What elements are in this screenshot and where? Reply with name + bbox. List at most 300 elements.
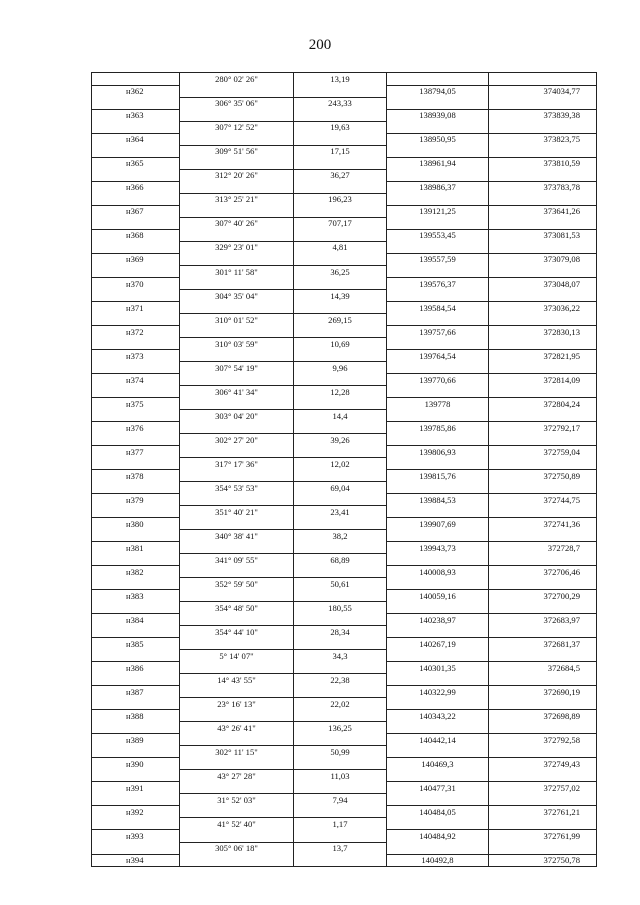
table-body [92, 73, 597, 867]
point-name-cell [92, 698, 180, 710]
direction-angle-cell [180, 133, 294, 145]
distance-cell: 269,15 [294, 313, 387, 325]
direction-angle-cell: 306° 41' 34" [180, 385, 294, 397]
coordinate-y-cell [489, 385, 597, 397]
point-name-cell [92, 337, 180, 349]
coordinate-x-cell: 140008,93 [387, 566, 489, 578]
coordinate-y-cell: 372744,75 [489, 494, 597, 506]
distance-cell [294, 325, 387, 337]
coordinate-x-cell: 139785,86 [387, 421, 489, 433]
coordinate-y-cell: 372761,99 [489, 830, 597, 842]
point-name-cell: н394 [92, 854, 180, 867]
direction-angle-cell [180, 470, 294, 482]
distance-cell: 13,7 [294, 842, 387, 854]
coordinate-y-cell [489, 578, 597, 590]
coordinate-x-cell: 138794,05 [387, 85, 489, 97]
coordinate-x-cell: 139557,59 [387, 253, 489, 265]
direction-angle-cell [180, 109, 294, 121]
segment-row [92, 770, 597, 782]
coordinate-x-cell: 139553,45 [387, 229, 489, 241]
point-row [92, 397, 597, 409]
coordinate-y-cell [489, 602, 597, 614]
distance-cell [294, 349, 387, 361]
point-row [92, 373, 597, 385]
coordinate-y-cell: 374034,77 [489, 85, 597, 97]
distance-cell: 707,17 [294, 217, 387, 229]
direction-angle-cell: 317° 17' 36" [180, 458, 294, 470]
coordinate-y-cell [489, 506, 597, 518]
direction-angle-cell [180, 494, 294, 506]
coordinate-x-cell: 139576,37 [387, 277, 489, 289]
distance-cell [294, 373, 387, 385]
coordinate-x-cell [387, 722, 489, 734]
point-row [92, 325, 597, 337]
distance-cell [294, 157, 387, 169]
direction-angle-cell: 307° 12' 52" [180, 121, 294, 133]
point-name-cell: н375 [92, 397, 180, 409]
segment-row [92, 818, 597, 830]
coordinate-x-cell [387, 241, 489, 253]
direction-angle-cell: 354° 53' 53" [180, 482, 294, 494]
distance-cell [294, 662, 387, 674]
point-name-cell: н378 [92, 470, 180, 482]
direction-angle-cell: 302° 27' 20" [180, 433, 294, 445]
direction-angle-cell: 351° 40' 21" [180, 506, 294, 518]
direction-angle-cell [180, 205, 294, 217]
coordinate-y-cell: 373079,08 [489, 253, 597, 265]
coordinate-y-cell [489, 698, 597, 710]
direction-angle-cell [180, 253, 294, 265]
coordinate-x-cell: 139584,54 [387, 301, 489, 313]
coordinate-x-cell: 140484,05 [387, 806, 489, 818]
distance-cell [294, 806, 387, 818]
point-name-cell: н364 [92, 133, 180, 145]
coordinate-y-cell: 372757,02 [489, 782, 597, 794]
direction-angle-cell [180, 157, 294, 169]
direction-angle-cell: 306° 35' 06" [180, 97, 294, 109]
distance-cell [294, 710, 387, 722]
coordinate-y-cell [489, 458, 597, 470]
segment-row [92, 409, 597, 421]
coordinate-y-cell [489, 818, 597, 830]
direction-angle-cell: 310° 01' 52" [180, 313, 294, 325]
coordinate-x-cell [387, 626, 489, 638]
segment-row [92, 554, 597, 566]
coordinate-x-cell: 139764,54 [387, 349, 489, 361]
direction-angle-cell: 341° 09' 55" [180, 554, 294, 566]
point-row [92, 229, 597, 241]
segment-row [92, 433, 597, 445]
distance-cell: 14,4 [294, 409, 387, 421]
direction-angle-cell [180, 518, 294, 530]
coordinate-y-cell [489, 530, 597, 542]
coordinate-x-cell: 139806,93 [387, 445, 489, 457]
coordinate-y-cell [489, 554, 597, 566]
coordinate-x-cell: 140442,14 [387, 734, 489, 746]
segment-row [92, 241, 597, 253]
point-name-cell: н374 [92, 373, 180, 385]
segment-row [92, 674, 597, 686]
segment-row [92, 842, 597, 854]
point-row [92, 253, 597, 265]
direction-angle-cell [180, 590, 294, 602]
distance-cell [294, 734, 387, 746]
coordinate-x-cell: 138986,37 [387, 181, 489, 193]
point-name-cell [92, 458, 180, 470]
distance-cell: 10,69 [294, 337, 387, 349]
direction-angle-cell: 304° 35' 04" [180, 289, 294, 301]
point-name-cell: н371 [92, 301, 180, 313]
direction-angle-cell [180, 181, 294, 193]
distance-cell: 13,19 [294, 73, 387, 86]
point-name-cell [92, 121, 180, 133]
point-name-cell: н369 [92, 253, 180, 265]
coordinate-y-cell: 373839,38 [489, 109, 597, 121]
distance-cell: 22,02 [294, 698, 387, 710]
direction-angle-cell: 310° 03' 59" [180, 337, 294, 349]
coordinate-x-cell [387, 313, 489, 325]
direction-angle-cell [180, 662, 294, 674]
direction-angle-cell: 301° 11' 58" [180, 265, 294, 277]
direction-angle-cell: 307° 40' 26" [180, 217, 294, 229]
distance-cell [294, 229, 387, 241]
point-row [92, 157, 597, 169]
coordinate-x-cell [387, 770, 489, 782]
coordinate-y-cell [489, 97, 597, 109]
point-row [92, 133, 597, 145]
distance-cell [294, 421, 387, 433]
point-row [92, 806, 597, 818]
coordinate-y-cell: 372698,89 [489, 710, 597, 722]
distance-cell: 36,27 [294, 169, 387, 181]
point-name-cell [92, 313, 180, 325]
point-name-cell [92, 409, 180, 421]
coordinate-y-cell [489, 121, 597, 133]
direction-angle-cell [180, 85, 294, 97]
direction-angle-cell [180, 758, 294, 770]
distance-cell: 34,3 [294, 650, 387, 662]
coordinate-x-cell: 140469,3 [387, 758, 489, 770]
coordinate-y-cell [489, 842, 597, 854]
coordinate-y-cell [489, 722, 597, 734]
coordinate-x-cell: 139778 [387, 397, 489, 409]
coordinate-x-cell [387, 578, 489, 590]
direction-angle-cell [180, 542, 294, 554]
segment-row [92, 121, 597, 133]
direction-angle-cell [180, 830, 294, 842]
coordinate-y-cell [489, 433, 597, 445]
segment-row [92, 385, 597, 397]
point-name-cell [92, 433, 180, 445]
point-name-cell [92, 602, 180, 614]
point-name-cell: н393 [92, 830, 180, 842]
point-name-cell [92, 530, 180, 542]
coordinate-y-cell: 373641,26 [489, 205, 597, 217]
direction-angle-cell: 14° 43' 55" [180, 674, 294, 686]
distance-cell: 68,89 [294, 554, 387, 566]
coordinate-y-cell [489, 217, 597, 229]
coordinate-x-cell: 139815,76 [387, 470, 489, 482]
distance-cell [294, 109, 387, 121]
point-name-cell: н376 [92, 421, 180, 433]
coordinate-x-cell [387, 97, 489, 109]
coordinate-x-cell: 140301,35 [387, 662, 489, 674]
direction-angle-cell: 305° 06' 18" [180, 842, 294, 854]
coordinate-x-cell [387, 458, 489, 470]
point-name-cell: н366 [92, 181, 180, 193]
point-name-cell [92, 73, 180, 86]
direction-angle-cell: 307° 54' 19" [180, 361, 294, 373]
coordinate-y-cell [489, 770, 597, 782]
coordinate-y-cell: 373048,07 [489, 277, 597, 289]
coordinate-x-cell [387, 506, 489, 518]
direction-angle-cell: 313° 25' 21" [180, 193, 294, 205]
coordinate-x-cell: 139757,66 [387, 325, 489, 337]
distance-cell: 22,38 [294, 674, 387, 686]
distance-cell [294, 686, 387, 698]
segment-row [92, 265, 597, 277]
point-row [92, 181, 597, 193]
segment-row [92, 73, 597, 86]
direction-angle-cell [180, 638, 294, 650]
coordinate-x-cell [387, 698, 489, 710]
distance-cell: 136,25 [294, 722, 387, 734]
coordinate-x-cell: 140484,92 [387, 830, 489, 842]
segment-row [92, 602, 597, 614]
point-name-cell [92, 97, 180, 109]
distance-cell: 243,33 [294, 97, 387, 109]
coordinate-y-cell: 373823,75 [489, 133, 597, 145]
coordinate-x-cell: 138961,94 [387, 157, 489, 169]
coordinate-x-cell [387, 409, 489, 421]
point-name-cell [92, 265, 180, 277]
distance-cell: 50,61 [294, 578, 387, 590]
coordinate-y-cell: 372792,17 [489, 421, 597, 433]
segment-row [92, 458, 597, 470]
distance-cell [294, 590, 387, 602]
point-name-cell [92, 818, 180, 830]
distance-cell [294, 518, 387, 530]
coordinate-x-cell [387, 746, 489, 758]
distance-cell [294, 277, 387, 289]
distance-cell [294, 397, 387, 409]
point-name-cell [92, 217, 180, 229]
distance-cell: 11,03 [294, 770, 387, 782]
direction-angle-cell: 354° 44' 10" [180, 626, 294, 638]
coordinate-x-cell: 140477,31 [387, 782, 489, 794]
distance-cell: 50,99 [294, 746, 387, 758]
segment-row [92, 794, 597, 806]
coordinate-x-cell [387, 650, 489, 662]
direction-angle-cell [180, 373, 294, 385]
point-row [92, 542, 597, 554]
point-row [92, 301, 597, 313]
distance-cell: 9,96 [294, 361, 387, 373]
direction-angle-cell: 309° 51' 56" [180, 145, 294, 157]
point-row [92, 470, 597, 482]
coordinate-x-cell [387, 674, 489, 686]
coordinate-y-cell [489, 650, 597, 662]
coordinate-x-cell [387, 361, 489, 373]
direction-angle-cell: 43° 27' 28" [180, 770, 294, 782]
point-name-cell: н381 [92, 542, 180, 554]
coordinate-y-cell [489, 193, 597, 205]
point-row [92, 349, 597, 361]
coordinate-y-cell: 372792,58 [489, 734, 597, 746]
distance-cell: 17,15 [294, 145, 387, 157]
coordinate-y-cell: 373081,53 [489, 229, 597, 241]
coordinate-x-cell [387, 433, 489, 445]
point-name-cell: н391 [92, 782, 180, 794]
distance-cell [294, 854, 387, 867]
coordinate-x-cell [387, 289, 489, 301]
direction-angle-cell [180, 421, 294, 433]
direction-angle-cell: 340° 38' 41" [180, 530, 294, 542]
coordinate-y-cell: 372759,04 [489, 445, 597, 457]
point-name-cell [92, 193, 180, 205]
coordinate-x-cell: 140059,16 [387, 590, 489, 602]
direction-angle-cell [180, 734, 294, 746]
direction-angle-cell: 43° 26' 41" [180, 722, 294, 734]
point-name-cell: н384 [92, 614, 180, 626]
distance-cell: 196,23 [294, 193, 387, 205]
point-name-cell: н368 [92, 229, 180, 241]
coordinate-x-cell [387, 554, 489, 566]
point-row [92, 734, 597, 746]
distance-cell [294, 253, 387, 265]
direction-angle-cell: 23° 16' 13" [180, 698, 294, 710]
coordinate-x-cell: 138950,95 [387, 133, 489, 145]
point-row [92, 445, 597, 457]
point-name-cell [92, 842, 180, 854]
coordinate-x-cell: 140322,99 [387, 686, 489, 698]
segment-row [92, 650, 597, 662]
coordinate-y-cell [489, 746, 597, 758]
direction-angle-cell [180, 397, 294, 409]
coordinate-x-cell [387, 217, 489, 229]
coordinate-y-cell: 372750,89 [489, 470, 597, 482]
direction-angle-cell [180, 349, 294, 361]
distance-cell [294, 445, 387, 457]
point-name-cell: н382 [92, 566, 180, 578]
coordinate-x-cell [387, 73, 489, 86]
point-name-cell [92, 289, 180, 301]
distance-cell: 19,63 [294, 121, 387, 133]
distance-cell: 39,26 [294, 433, 387, 445]
direction-angle-cell: 280° 02' 26" [180, 73, 294, 86]
coordinate-x-cell [387, 818, 489, 830]
coordinate-y-cell [489, 794, 597, 806]
segment-row [92, 313, 597, 325]
distance-cell [294, 494, 387, 506]
point-row [92, 662, 597, 674]
segment-row [92, 145, 597, 157]
point-name-cell [92, 506, 180, 518]
coordinate-y-cell [489, 73, 597, 86]
point-name-cell: н387 [92, 686, 180, 698]
point-name-cell: н372 [92, 325, 180, 337]
coordinate-y-cell: 372706,46 [489, 566, 597, 578]
direction-angle-cell: 303° 04' 20" [180, 409, 294, 421]
point-row [92, 277, 597, 289]
coordinate-y-cell: 372804,24 [489, 397, 597, 409]
coordinate-x-cell: 139884,53 [387, 494, 489, 506]
coordinate-y-cell [489, 169, 597, 181]
distance-cell: 38,2 [294, 530, 387, 542]
coordinate-x-cell [387, 121, 489, 133]
point-name-cell: н373 [92, 349, 180, 361]
distance-cell: 28,34 [294, 626, 387, 638]
distance-cell: 36,25 [294, 265, 387, 277]
direction-angle-cell [180, 445, 294, 457]
distance-cell: 23,41 [294, 506, 387, 518]
point-row [92, 614, 597, 626]
coordinate-y-cell: 372728,7 [489, 542, 597, 554]
distance-cell [294, 782, 387, 794]
direction-angle-cell [180, 277, 294, 289]
distance-cell: 4,81 [294, 241, 387, 253]
coordinate-y-cell: 372750,78 [489, 854, 597, 867]
direction-angle-cell [180, 301, 294, 313]
distance-cell: 14,39 [294, 289, 387, 301]
point-row [92, 518, 597, 530]
coordinate-x-cell: 139907,69 [387, 518, 489, 530]
point-row [92, 854, 597, 867]
coordinate-x-cell [387, 193, 489, 205]
segment-row [92, 97, 597, 109]
segment-row [92, 746, 597, 758]
distance-cell: 7,94 [294, 794, 387, 806]
direction-angle-cell [180, 686, 294, 698]
distance-cell [294, 830, 387, 842]
coordinate-y-cell [489, 361, 597, 373]
distance-cell: 12,02 [294, 458, 387, 470]
point-name-cell [92, 361, 180, 373]
point-name-cell [92, 169, 180, 181]
point-row [92, 421, 597, 433]
coordinate-y-cell: 372830,13 [489, 325, 597, 337]
coordinate-x-cell: 139770,66 [387, 373, 489, 385]
point-name-cell: н383 [92, 590, 180, 602]
point-name-cell [92, 578, 180, 590]
coordinate-y-cell: 372690,19 [489, 686, 597, 698]
point-name-cell: н363 [92, 109, 180, 121]
point-name-cell [92, 482, 180, 494]
segment-row [92, 722, 597, 734]
direction-angle-cell [180, 782, 294, 794]
distance-cell [294, 566, 387, 578]
segment-row [92, 578, 597, 590]
distance-cell: 69,04 [294, 482, 387, 494]
point-name-cell [92, 722, 180, 734]
point-name-cell [92, 626, 180, 638]
coordinate-x-cell [387, 337, 489, 349]
coordinate-y-cell: 373036,22 [489, 301, 597, 313]
point-name-cell: н377 [92, 445, 180, 457]
segment-row [92, 217, 597, 229]
direction-angle-cell [180, 806, 294, 818]
segment-row [92, 289, 597, 301]
direction-angle-cell [180, 614, 294, 626]
coordinate-x-cell: 140492,8 [387, 854, 489, 867]
coordinate-x-cell [387, 482, 489, 494]
coordinate-x-cell [387, 842, 489, 854]
direction-angle-cell: 31° 52' 03" [180, 794, 294, 806]
distance-cell [294, 133, 387, 145]
coordinate-x-cell [387, 265, 489, 277]
point-name-cell: н385 [92, 638, 180, 650]
point-row [92, 85, 597, 97]
